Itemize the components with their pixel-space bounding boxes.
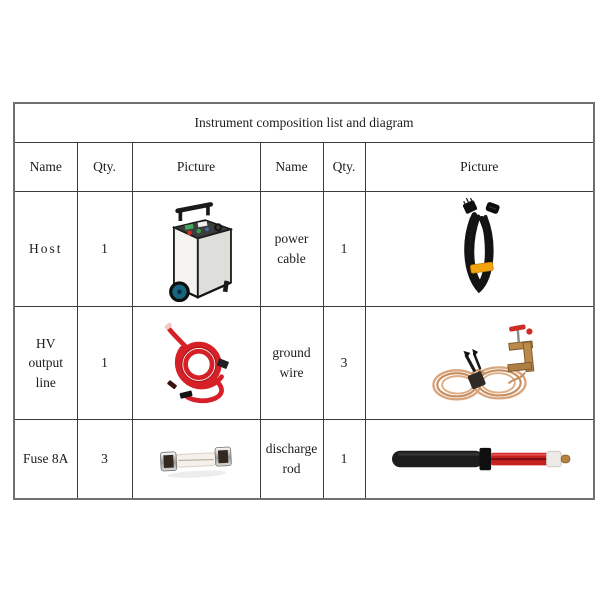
- cell-name-host: Host: [14, 192, 77, 307]
- cell-picture-fuse: [132, 420, 260, 500]
- col-header-picture-right: Picture: [365, 143, 594, 192]
- cell-picture-host: [132, 192, 260, 307]
- cell-qty-discharge-rod: 1: [323, 420, 365, 500]
- cell-name-hv-output-line: HV output line: [14, 307, 77, 420]
- col-header-qty-left: Qty.: [77, 143, 132, 192]
- cell-qty-ground-wire: 3: [323, 307, 365, 420]
- hv-output-line-photo: [144, 320, 248, 407]
- cell-name-fuse: Fuse 8A: [14, 420, 77, 500]
- col-header-name-right: Name: [260, 143, 323, 192]
- host-trolley-photo: [150, 196, 242, 302]
- table-title: Instrument composition list and diagram: [14, 103, 594, 143]
- cell-picture-hv-output-line: [132, 307, 260, 420]
- col-header-qty-right: Qty.: [323, 143, 365, 192]
- discharge-rod-photo: [384, 442, 574, 477]
- table-row: [14, 420, 594, 500]
- cell-name-power-cable: power cable: [260, 192, 323, 307]
- table-row: [14, 307, 594, 420]
- cell-name-ground-wire: ground wire: [260, 307, 323, 420]
- col-header-picture-left: Picture: [132, 143, 260, 192]
- cell-qty-fuse: 3: [77, 420, 132, 500]
- cell-picture-discharge-rod: [365, 420, 594, 500]
- cell-name-discharge-rod: discharge rod: [260, 420, 323, 500]
- cell-qty-host: 1: [77, 192, 132, 307]
- cell-qty-hv-output-line: 1: [77, 307, 132, 420]
- cell-picture-power-cable: [365, 192, 594, 307]
- cell-qty-power-cable: 1: [323, 192, 365, 307]
- fuse-photo: [151, 436, 241, 483]
- instrument-composition-table: [13, 102, 595, 500]
- power-cable-photo: [437, 198, 521, 301]
- ground-wire-photo: [416, 315, 542, 412]
- col-header-name-left: Name: [14, 143, 77, 192]
- table-row: [14, 192, 594, 307]
- cell-picture-ground-wire: [365, 307, 594, 420]
